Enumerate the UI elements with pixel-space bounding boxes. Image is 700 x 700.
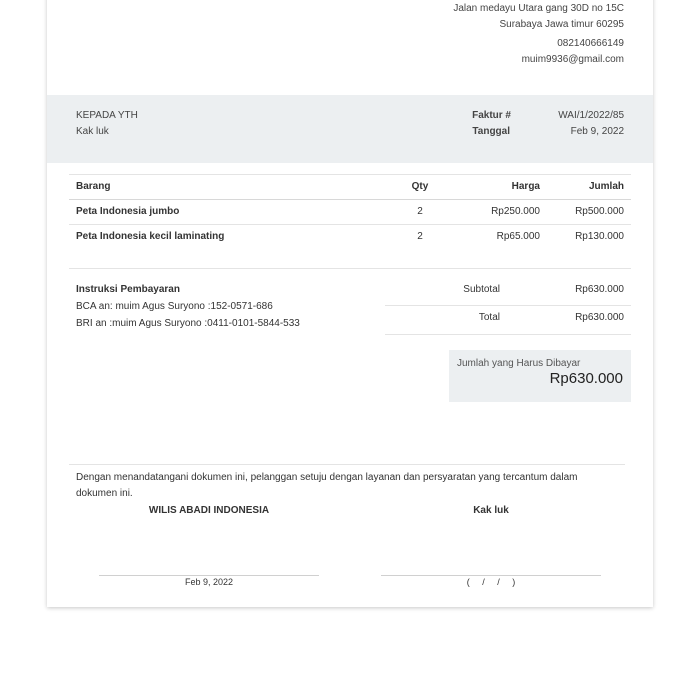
row-price: Rp65.000 — [496, 231, 540, 242]
bill-to-label: KEPADA YTH — [76, 110, 138, 121]
seller-name: WILIS ABADI INDONESIA — [148, 505, 270, 516]
row-item: Peta Indonesia kecil laminating — [76, 231, 225, 242]
company-email: muim9936@gmail.com — [521, 54, 624, 65]
amount-due-label: Jumlah yang Harus Dibayar — [457, 358, 581, 369]
seller-signature-line — [99, 575, 319, 576]
header-item: Barang — [76, 181, 111, 192]
invoice-page — [47, 0, 653, 607]
buyer-name: Kak luk — [473, 505, 509, 516]
subtotal-divider — [385, 305, 631, 306]
terms-divider — [69, 464, 625, 465]
amount-due-box — [449, 350, 631, 402]
invoice-date-label: Tanggal — [472, 126, 510, 137]
invoice-date: Feb 9, 2022 — [570, 126, 624, 137]
table-top-divider — [69, 174, 631, 175]
row-amount: Rp130.000 — [575, 231, 624, 242]
seller-date: Feb 9, 2022 — [184, 577, 234, 587]
company-address-line2: Surabaya Jawa timur 60295 — [499, 19, 624, 30]
row-qty: 2 — [417, 206, 423, 217]
invoice-number: WAI/1/2022/85 — [558, 110, 624, 121]
buyer-signature-line — [381, 575, 601, 576]
bill-to-section — [47, 95, 653, 163]
invoice-number-label: Faktur # — [472, 110, 511, 121]
terms-line2: dokumen ini. — [76, 488, 133, 499]
subtotal-value: Rp630.000 — [575, 284, 624, 295]
buyer-date: ( / / ) — [466, 577, 516, 587]
payment-line-bri: BRI an :muim Agus Suryono :0411-0101-5844-533 — [76, 318, 300, 329]
subtotal-label: Subtotal — [463, 284, 500, 295]
bill-to-name: Kak luk — [76, 126, 109, 137]
row-divider — [69, 224, 631, 225]
company-phone: 082140666149 — [557, 38, 624, 49]
header-divider — [69, 199, 631, 200]
row-amount: Rp500.000 — [575, 206, 624, 217]
total-value: Rp630.000 — [575, 312, 624, 323]
company-address-line1: Jalan medayu Utara gang 30D no 15C — [453, 3, 624, 14]
payment-line-bca: BCA an: muim Agus Suryono :152-0571-686 — [76, 301, 273, 312]
header-qty: Qty — [411, 181, 429, 192]
table-bottom-divider — [69, 268, 631, 269]
amount-due-value: Rp630.000 — [549, 370, 623, 387]
payment-title: Instruksi Pembayaran — [76, 284, 180, 295]
row-item: Peta Indonesia jumbo — [76, 206, 180, 217]
row-qty: 2 — [417, 231, 423, 242]
row-price: Rp250.000 — [491, 206, 540, 217]
terms-line1: Dengan menandatangani dokumen ini, pelanggan setuju dengan layanan dan persyaratan yang tercantum dalam — [76, 472, 578, 483]
total-label: Total — [478, 312, 500, 323]
header-amount: Jumlah — [588, 181, 624, 192]
header-price: Harga — [511, 181, 540, 192]
total-divider — [385, 334, 631, 335]
